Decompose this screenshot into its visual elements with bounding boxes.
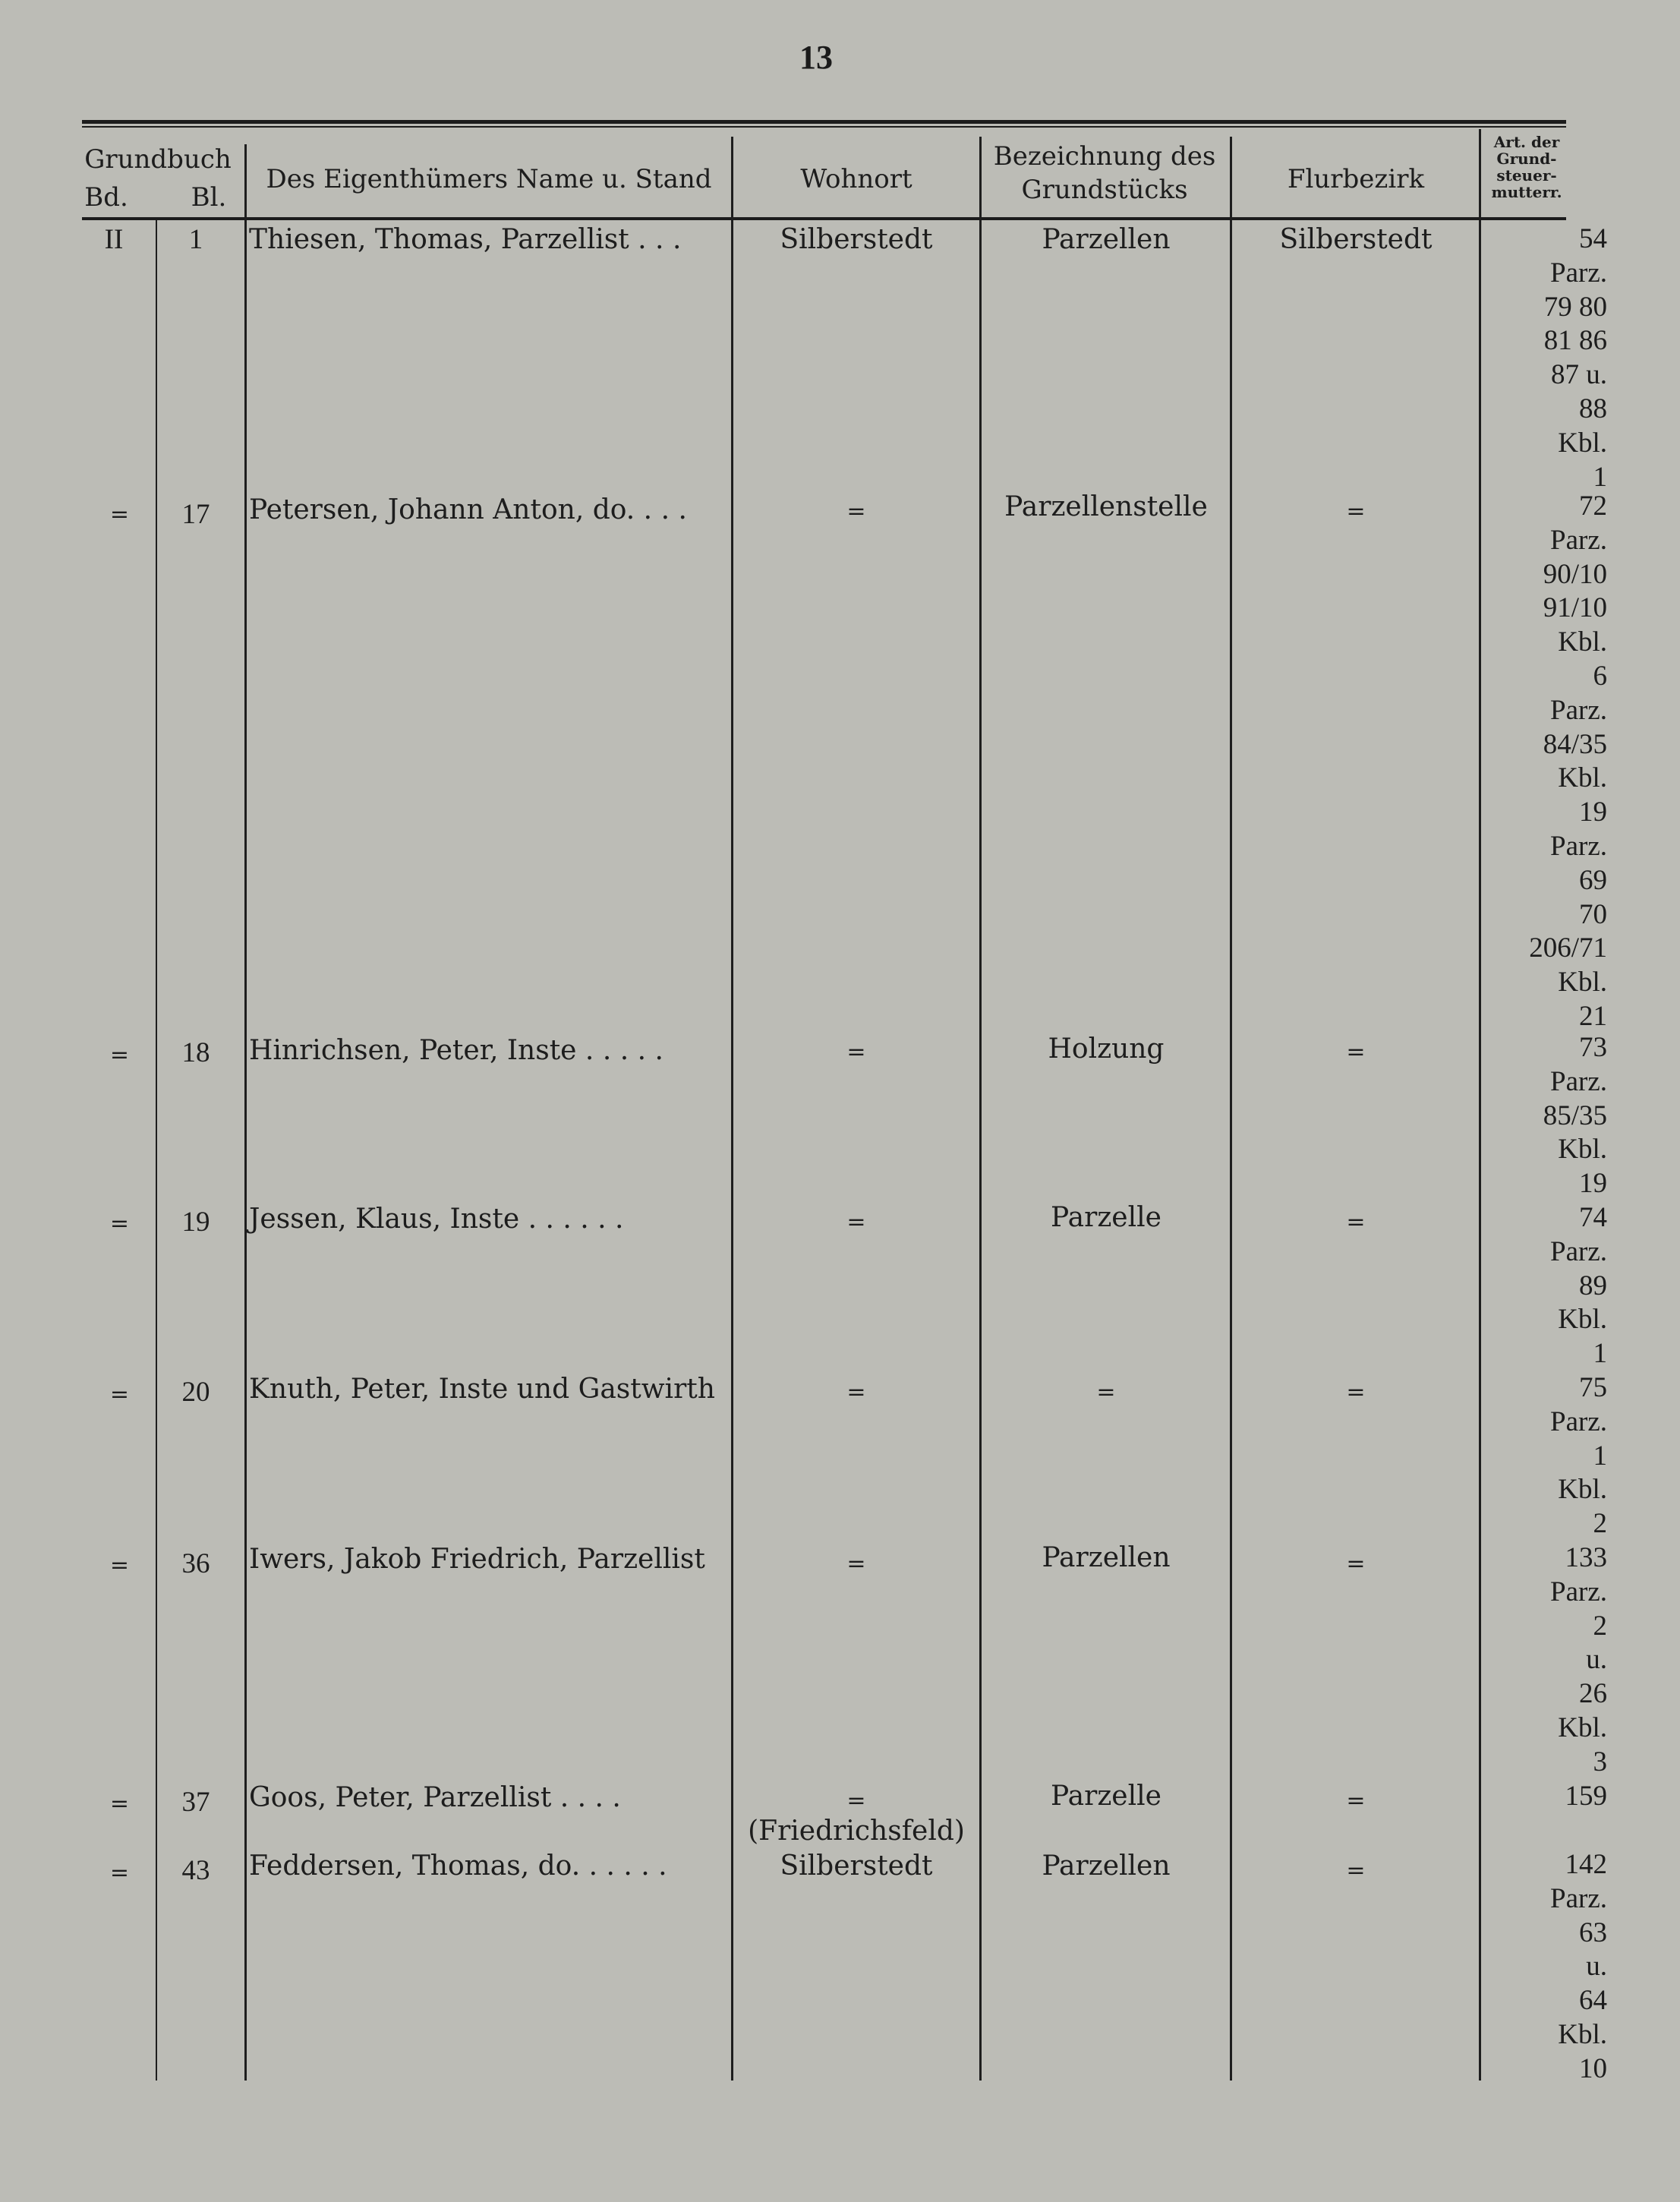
row-bd: = (109, 1860, 130, 1886)
row-owner: Feddersen, Thomas, do. . . . . . (249, 1850, 667, 1882)
header-article-line: steuer- (1496, 166, 1557, 185)
row-district: = (1346, 1209, 1366, 1235)
article-line: u. (1586, 1951, 1607, 1983)
article-line: 206/71 (1529, 932, 1607, 964)
row-bd: = (109, 1210, 130, 1237)
article-line: 1 (1593, 461, 1607, 493)
header-district: Flurbezirk (1287, 164, 1425, 194)
row-district: = (1346, 498, 1366, 525)
article-line: 85/35 (1543, 1099, 1607, 1131)
article-line: 26 (1579, 1678, 1607, 1710)
article-line: Kbl. (1558, 1711, 1607, 1743)
article-line: Parz. (1550, 1065, 1607, 1097)
article-line: Parz. (1550, 694, 1607, 726)
article-line: u. (1586, 1644, 1607, 1676)
article-line: 75 (1579, 1372, 1607, 1403)
article-line: 90/10 (1543, 558, 1607, 590)
row-bl: 18 (181, 1037, 210, 1068)
row-bl: 1 (188, 224, 203, 255)
row-district: = (1346, 1551, 1366, 1577)
article-line: Parz. (1550, 1235, 1607, 1267)
article-line: 63 (1579, 1916, 1607, 1948)
row-district: Silberstedt (1279, 224, 1433, 255)
row-residence: = (846, 1209, 866, 1235)
article-line: 159 (1565, 1781, 1607, 1812)
row-article (1482, 1780, 1607, 1814)
header-parcel: Bezeichnung des Grundstücks (993, 141, 1216, 205)
row-bd: = (109, 1552, 130, 1579)
row-residence: = (846, 1379, 866, 1405)
row-district: = (1346, 1787, 1366, 1814)
article-line: 19 (1579, 797, 1607, 828)
article-line: Parz. (1550, 1882, 1607, 1914)
header-bl: Bl. (191, 182, 227, 213)
row-article (1482, 1848, 1607, 2087)
row-article (1482, 1371, 1607, 1541)
top-rule-thin (82, 126, 1566, 128)
row-bd: II (104, 224, 124, 255)
header-article (1482, 134, 1571, 200)
column-divider-residence (979, 137, 982, 2081)
row-residence: = (846, 1039, 866, 1065)
row-residence: Silberstedt (780, 224, 933, 255)
row-bd: = (109, 1042, 130, 1068)
article-line: 142 (1565, 1849, 1607, 1880)
article-line: Kbl. (1558, 427, 1607, 459)
row-residence-note: (Friedrichsfeld) (748, 1816, 965, 1847)
article-line: 64 (1579, 1985, 1607, 2017)
article-line: 87 u. (1551, 359, 1607, 391)
header-article-line: Grund- (1496, 150, 1557, 168)
article-line: Kbl. (1558, 1474, 1607, 1506)
row-owner: Hinrichsen, Peter, Inste . . . . . (249, 1035, 663, 1066)
header-grundbuch: Grundbuch (84, 144, 232, 175)
article-line: 10 (1579, 2052, 1607, 2084)
row-article (1482, 1541, 1607, 1780)
article-line: 133 (1565, 1542, 1607, 1573)
top-rule (82, 120, 1566, 124)
header-bd: Bd. (84, 182, 128, 213)
article-line: 2 (1593, 1610, 1607, 1642)
row-article (1482, 1031, 1607, 1201)
article-line: 84/35 (1543, 728, 1607, 760)
header-rule (82, 217, 1566, 220)
row-bl: 43 (181, 1855, 210, 1886)
row-parcel: Parzellen (1042, 1850, 1171, 1882)
article-line: 1 (1593, 1338, 1607, 1370)
article-line: 21 (1579, 1000, 1607, 1032)
row-parcel: Parzelle (1051, 1781, 1162, 1812)
article-line: 1 (1593, 1440, 1607, 1472)
article-line: Parz. (1550, 830, 1607, 862)
row-owner: Iwers, Jakob Friedrich, Parzellist (249, 1544, 705, 1575)
article-line: 69 (1579, 864, 1607, 896)
article-line: Kbl. (1558, 967, 1607, 998)
row-bd: = (109, 1381, 130, 1408)
article-line: Parz. (1550, 1405, 1607, 1437)
row-owner: Jessen, Klaus, Inste . . . . . . (249, 1204, 624, 1235)
row-residence: = (846, 1787, 866, 1814)
row-bl: 36 (181, 1548, 210, 1579)
article-line: 3 (1593, 1746, 1607, 1778)
article-line: Parz. (1550, 257, 1607, 289)
article-line: 73 (1579, 1032, 1607, 1063)
row-owner: Thiesen, Thomas, Parzellist . . . (249, 224, 682, 255)
row-district: = (1346, 1379, 1366, 1405)
row-district: = (1346, 1857, 1366, 1884)
row-bd: = (109, 1790, 130, 1817)
article-line: Kbl. (1558, 2018, 1607, 2050)
row-article (1482, 1201, 1607, 1371)
column-divider-bl (244, 144, 247, 2081)
row-residence: Silberstedt (780, 1850, 933, 1882)
article-line: 89 (1579, 1270, 1607, 1301)
article-line: 81 86 (1543, 325, 1607, 357)
article-line: 70 (1579, 898, 1607, 930)
article-line: 6 (1593, 660, 1607, 692)
row-bd: = (109, 501, 130, 528)
column-divider-bd (156, 220, 157, 2081)
header-residence: Wohnort (800, 164, 912, 194)
article-line: 2 (1593, 1508, 1607, 1540)
row-parcel: = (1096, 1379, 1116, 1405)
row-parcel: Parzellenstelle (1004, 491, 1208, 522)
row-owner: Petersen, Johann Anton, do. . . . (249, 494, 687, 525)
row-bl: 17 (181, 499, 210, 530)
article-line: 91/10 (1543, 592, 1607, 624)
column-divider-parcel (1230, 137, 1232, 2081)
article-line: Kbl. (1558, 1134, 1607, 1166)
row-parcel: Parzellen (1042, 1542, 1171, 1573)
row-residence: = (846, 1551, 866, 1577)
article-line: 79 80 (1543, 291, 1607, 323)
row-district: = (1346, 1039, 1366, 1065)
article-line: 19 (1579, 1168, 1607, 1200)
header-article-line: mutterr. (1491, 183, 1562, 201)
header-article-line: Art. der (1493, 133, 1560, 151)
article-line: Parz. (1550, 1576, 1607, 1607)
row-owner: Goos, Peter, Parzellist . . . . (249, 1782, 621, 1813)
header-owner: Des Eigenthümers Name u. Stand (266, 164, 712, 194)
row-bl: 37 (181, 1787, 210, 1818)
row-owner: Knuth, Peter, Inste und Gastwirth (249, 1374, 715, 1405)
row-bl: 19 (181, 1207, 210, 1238)
row-parcel: Parzellen (1042, 224, 1171, 255)
article-line: Kbl. (1558, 762, 1607, 794)
article-line: Kbl. (1558, 626, 1607, 658)
article-line: 88 (1579, 393, 1607, 424)
article-line: Kbl. (1558, 1304, 1607, 1336)
row-parcel: Holzung (1048, 1033, 1165, 1065)
row-parcel: Parzelle (1051, 1202, 1162, 1233)
article-line: Parz. (1550, 524, 1607, 556)
article-line: 72 (1579, 491, 1607, 522)
row-article (1482, 490, 1607, 1034)
article-line: 54 (1579, 223, 1607, 254)
page-number: 13 (799, 39, 833, 76)
row-bl: 20 (181, 1377, 210, 1408)
row-article (1482, 222, 1607, 494)
row-residence: = (846, 498, 866, 525)
column-divider-district (1479, 129, 1481, 2081)
article-line: 74 (1579, 1202, 1607, 1233)
